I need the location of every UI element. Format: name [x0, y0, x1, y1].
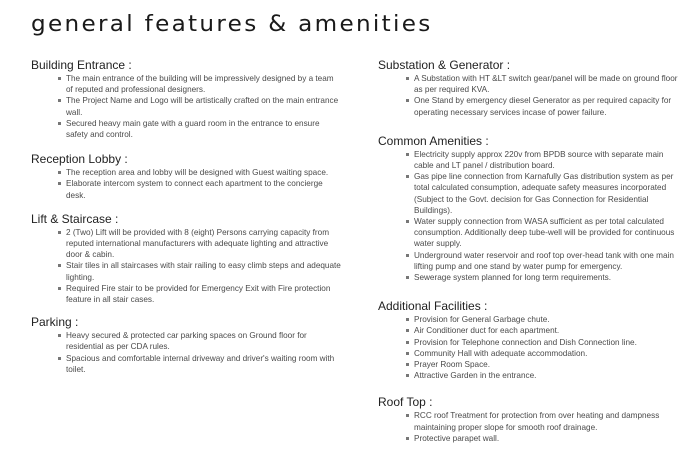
feature-list — [31, 227, 341, 305]
item-text: Provision for General Garbage chute. — [414, 315, 550, 325]
bullet-icon — [406, 437, 409, 440]
bullet-icon — [406, 363, 409, 366]
bullet-icon — [58, 334, 61, 337]
section-heading: Lift & Staircase : — [31, 211, 119, 226]
section-heading: Parking : — [31, 315, 79, 330]
list-item — [58, 178, 341, 200]
list-item — [406, 325, 678, 336]
list-item — [58, 353, 341, 375]
bullet-icon — [406, 414, 409, 417]
bullet-icon — [406, 220, 409, 223]
section-heading: Building Entrance : — [31, 58, 132, 72]
section-heading: Additional Facilities : — [378, 299, 488, 314]
item-text: Electricity supply approx 220v from BPDB source with separate main cable and LT panel / distribution board. — [414, 149, 664, 171]
section-building-entrance — [31, 58, 341, 140]
section-heading: Common Amenities : — [378, 133, 489, 148]
feature-list — [31, 330, 341, 375]
bullet-icon — [406, 318, 409, 321]
list-item — [58, 227, 341, 261]
section-parking — [31, 315, 341, 375]
list-item — [58, 330, 341, 352]
item-text: Prayer Room Space. — [414, 360, 490, 370]
section-reception-lobby — [31, 152, 341, 201]
list-item — [406, 272, 678, 283]
list-item — [58, 167, 341, 178]
item-text: Water supply connection from WASA sufficient as per total calculated consumption. Additionally deep tube-well will be provided for continuous water supply. — [414, 217, 675, 249]
item-text: Provision for Telephone connection and Dish Connection line. — [414, 337, 637, 347]
item-text: 2 (Two) Lift will be provided with 8 (eight) Persons carrying capacity from reputed international manufacturers with adequate lighting and attractive door & cabin. — [66, 227, 330, 260]
left-column — [31, 58, 341, 389]
list-item — [406, 359, 678, 370]
bullet-icon — [406, 254, 409, 257]
list-item — [58, 73, 341, 95]
item-text: Air Conditioner duct for each apartment. — [414, 326, 560, 336]
item-text: Spacious and comfortable internal driveway and driver's waiting room with toilet. — [66, 353, 335, 374]
list-item — [406, 171, 678, 216]
list-item — [58, 95, 341, 117]
bullet-icon — [406, 153, 409, 156]
list-item — [406, 95, 678, 117]
feature-list — [378, 314, 678, 381]
list-item — [406, 370, 678, 381]
bullet-icon — [406, 77, 409, 80]
item-text: RCC roof Treatment for protection from over heating and dampness maintaining proper slope for smooth roof drainage. — [414, 411, 660, 432]
section-roof-top — [378, 395, 678, 444]
item-text: Stair tiles in all staircases with stair railing to easy climb steps and adequate lighting. — [66, 261, 341, 282]
feature-list — [378, 149, 678, 283]
list-item — [58, 118, 341, 140]
item-text: A Substation with HT &LT switch gear/panel will be made on ground floor as per required KVA. — [414, 74, 678, 95]
bullet-icon — [58, 287, 61, 290]
bullet-icon — [406, 374, 409, 377]
bullet-icon — [406, 352, 409, 355]
bullet-icon — [406, 276, 409, 279]
item-text: One Stand by emergency diesel Generator as per required capacity for operating necessary services incase of power failure. — [414, 96, 672, 117]
page-title: general features & amenities — [31, 12, 433, 37]
list-item — [406, 348, 678, 359]
list-item — [406, 250, 678, 272]
section-lift-staircase — [31, 212, 341, 305]
item-text: Secured heavy main gate with a guard room in the entrance to ensure safety and control. — [66, 118, 320, 140]
bullet-icon — [58, 77, 61, 80]
item-text: Gas pipe line connection from Karnafully Gas distribution system as per total calculated consumption, adequate safety measures incorporated (Subject to the Govt. decision for Gas Connection for Residential Buildings). — [414, 172, 674, 215]
feature-list — [31, 167, 341, 201]
bullet-icon — [406, 341, 409, 344]
item-text: Protective parapet wall. — [414, 433, 500, 443]
section-additional-facilities — [378, 299, 678, 381]
item-text: Community Hall with adequate accommodation. — [414, 348, 588, 358]
section-substation-generator — [378, 58, 678, 118]
list-item — [406, 433, 678, 444]
list-item — [406, 149, 678, 171]
bullet-icon — [58, 182, 61, 185]
bullet-icon — [406, 99, 409, 102]
feature-list — [378, 73, 678, 118]
list-item — [406, 216, 678, 250]
bullet-icon — [58, 122, 61, 125]
bullet-icon — [58, 99, 61, 102]
list-item — [406, 314, 678, 325]
list-item — [406, 337, 678, 348]
item-text: Heavy secured & protected car parking spaces on Ground floor for residential as per CDA rules. — [66, 331, 307, 352]
item-text: The reception area and lobby will be designed with Guest waiting space. — [66, 168, 329, 178]
bullet-icon — [58, 264, 61, 267]
feature-list — [31, 73, 341, 140]
item-text: The Project Name and Logo will be artistically crafted on the main entrance wall. — [66, 96, 339, 117]
feature-list — [378, 410, 678, 444]
list-item — [58, 260, 341, 282]
right-column — [378, 58, 678, 458]
section-heading: Reception Lobby : — [31, 152, 128, 167]
item-text: The main entrance of the building will be impressively designed by a team of reputed and professional designers. — [66, 74, 334, 95]
bullet-icon — [58, 231, 61, 234]
bullet-icon — [406, 175, 409, 178]
list-item — [58, 283, 341, 305]
item-text: Sewerage system planned for long term requirements. — [414, 273, 612, 283]
list-item — [406, 73, 678, 95]
bullet-icon — [58, 357, 61, 360]
bullet-icon — [58, 171, 61, 174]
item-text: Attractive Garden in the entrance. — [414, 371, 537, 381]
item-text: Underground water reservoir and roof top over-head tank with one main lifting pump and one stand by water pump for emergency. — [414, 250, 674, 271]
section-heading: Roof Top : — [378, 395, 433, 410]
item-text: Required Fire stair to be provided for Emergency Exit with Fire protection feature in all stair cases. — [66, 283, 331, 305]
section-common-amenities — [378, 134, 678, 283]
item-text: Elaborate intercom system to connect each apartment to the concierge desk. — [66, 179, 323, 200]
section-heading: Substation & Generator : — [378, 58, 511, 72]
list-item — [406, 410, 678, 432]
bullet-icon — [406, 329, 409, 332]
